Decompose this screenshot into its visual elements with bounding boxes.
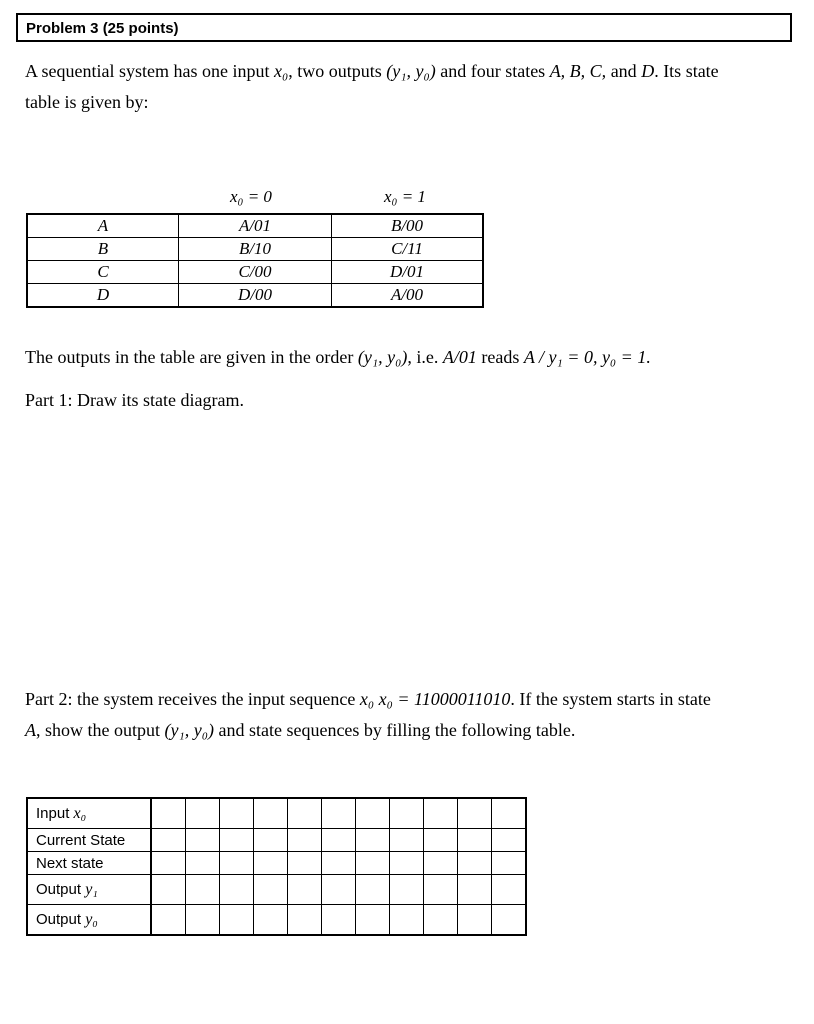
answer-cell[interactable] (288, 798, 322, 829)
answer-cell[interactable] (254, 852, 288, 875)
answer-cell[interactable] (151, 852, 186, 875)
intro-text-a: A sequential system has one input (25, 61, 274, 81)
answer-cell[interactable] (458, 905, 492, 936)
answer-cell[interactable] (424, 829, 458, 852)
answer-cell[interactable] (186, 829, 220, 852)
answer-cell[interactable] (220, 852, 254, 875)
answer-cell[interactable] (151, 905, 186, 936)
answer-cell[interactable] (220, 875, 254, 905)
answer-cell[interactable] (424, 798, 458, 829)
row-label-current-state: Current State (27, 829, 151, 852)
answer-cell[interactable] (254, 829, 288, 852)
state-table-row (27, 261, 483, 284)
answer-cell[interactable] (254, 905, 288, 936)
part2-line-2 (25, 715, 575, 746)
answer-cell[interactable] (458, 798, 492, 829)
answer-cell[interactable] (390, 852, 424, 875)
state-table-row (27, 214, 483, 238)
state-table-row (27, 284, 483, 308)
answer-cell[interactable] (492, 829, 527, 852)
part2-text-b: . If the system starts in state (510, 689, 711, 709)
answer-cell[interactable] (424, 875, 458, 905)
row-label-output-y1: Output y₁ (27, 875, 151, 905)
answer-cell[interactable] (288, 875, 322, 905)
intro-and: and (606, 61, 642, 81)
state-table (26, 213, 484, 308)
answer-cell[interactable] (492, 905, 527, 936)
answer-cell[interactable] (492, 875, 527, 905)
intro-state-d: D (641, 61, 655, 81)
answer-cell[interactable] (322, 798, 356, 829)
state-table-row (27, 238, 483, 261)
next-state-x0-1: C/11 (332, 238, 484, 261)
order-note (25, 342, 651, 373)
answer-cell[interactable] (254, 875, 288, 905)
intro-line-1 (25, 56, 719, 87)
intro-text-c: and four states (435, 61, 550, 81)
answer-cell[interactable] (288, 852, 322, 875)
sequence-table (26, 797, 527, 936)
state-table-header-x0-0: x₀ = 0 (230, 187, 272, 206)
answer-cell[interactable] (186, 852, 220, 875)
answer-cell[interactable] (288, 905, 322, 936)
intro-input-var: x₀ (273, 61, 289, 81)
answer-cell[interactable] (424, 852, 458, 875)
answer-cell[interactable] (424, 905, 458, 936)
row-label-next-state: Next state (27, 852, 151, 875)
part2-start-state: A (25, 720, 36, 740)
part2-output-pair: (y₁, y₀) (164, 720, 214, 740)
row-label-output-y0: Output y₀ (27, 905, 151, 936)
answer-cell[interactable] (390, 875, 424, 905)
sequence-row-output-y0 (27, 905, 526, 936)
answer-cell[interactable] (390, 798, 424, 829)
part2-text-d: and state sequences by filling the following table. (213, 720, 576, 740)
next-state-x0-1: D/01 (332, 261, 484, 284)
answer-cell[interactable] (186, 875, 220, 905)
part2-text-a: Part 2: the system receives the input sequence (25, 689, 360, 709)
answer-cell[interactable] (220, 905, 254, 936)
state-table-header-x0-1: x₀ = 1 (384, 187, 426, 206)
answer-cell[interactable] (322, 905, 356, 936)
answer-cell[interactable] (186, 798, 220, 829)
order-note-example: A/01 (442, 347, 477, 367)
next-state-x0-1: A/00 (332, 284, 484, 308)
order-note-pair: (y₁, y₀) (357, 347, 408, 367)
state-cell: D (27, 284, 179, 308)
sequence-row-output-y1 (27, 875, 526, 905)
row-label-input: Input x₀ (27, 798, 151, 829)
answer-cell[interactable] (220, 798, 254, 829)
answer-cell[interactable] (356, 905, 390, 936)
answer-cell[interactable] (356, 852, 390, 875)
sequence-row-current-state (27, 829, 526, 852)
answer-cell[interactable] (322, 852, 356, 875)
order-note-reading: A / y₁ = 0, y₀ = 1. (523, 347, 651, 367)
part2-input-sequence: x₀ x₀ = 11000011010 (359, 689, 511, 709)
intro-text-b: , two outputs (288, 61, 387, 81)
next-state-x0-1: B/00 (332, 214, 484, 238)
answer-cell[interactable] (492, 852, 527, 875)
answer-cell[interactable] (151, 798, 186, 829)
sequence-row-next-state (27, 852, 526, 875)
answer-cell[interactable] (356, 875, 390, 905)
problem-title: Problem 3 (25 points) (26, 20, 179, 37)
order-note-text-a: The outputs in the table are given in the order (25, 347, 358, 367)
next-state-x0-0: B/10 (179, 238, 332, 261)
answer-cell[interactable] (220, 829, 254, 852)
next-state-x0-0: A/01 (179, 214, 332, 238)
intro-outputs-pair: (y₁, y₀) (386, 61, 436, 81)
part2-line-1 (25, 684, 711, 715)
state-cell: A (27, 214, 179, 238)
problem-header-box (16, 13, 792, 42)
intro-line-2: table is given by: (25, 92, 149, 112)
answer-cell[interactable] (322, 829, 356, 852)
state-cell: B (27, 238, 179, 261)
intro-text-d: . Its state (654, 61, 719, 81)
part2-text-c: , show the output (36, 720, 165, 740)
answer-cell[interactable] (458, 875, 492, 905)
answer-cell[interactable] (186, 905, 220, 936)
part1-instruction: Part 1: Draw its state diagram. (25, 390, 244, 410)
answer-cell[interactable] (390, 905, 424, 936)
answer-cell[interactable] (288, 829, 322, 852)
answer-cell[interactable] (390, 829, 424, 852)
answer-cell[interactable] (356, 829, 390, 852)
answer-cell[interactable] (151, 829, 186, 852)
state-cell: C (27, 261, 179, 284)
answer-cell[interactable] (356, 798, 390, 829)
next-state-x0-0: C/00 (179, 261, 332, 284)
answer-cell[interactable] (151, 875, 186, 905)
answer-cell[interactable] (458, 852, 492, 875)
answer-cell[interactable] (492, 798, 527, 829)
order-note-text-c: reads (476, 347, 524, 367)
intro-states: A, B, C, (549, 61, 607, 81)
order-note-text-b: , i.e. (407, 347, 443, 367)
answer-cell[interactable] (254, 798, 288, 829)
next-state-x0-0: D/00 (179, 284, 332, 308)
answer-cell[interactable] (458, 829, 492, 852)
sequence-row-input (27, 798, 526, 829)
answer-cell[interactable] (322, 875, 356, 905)
